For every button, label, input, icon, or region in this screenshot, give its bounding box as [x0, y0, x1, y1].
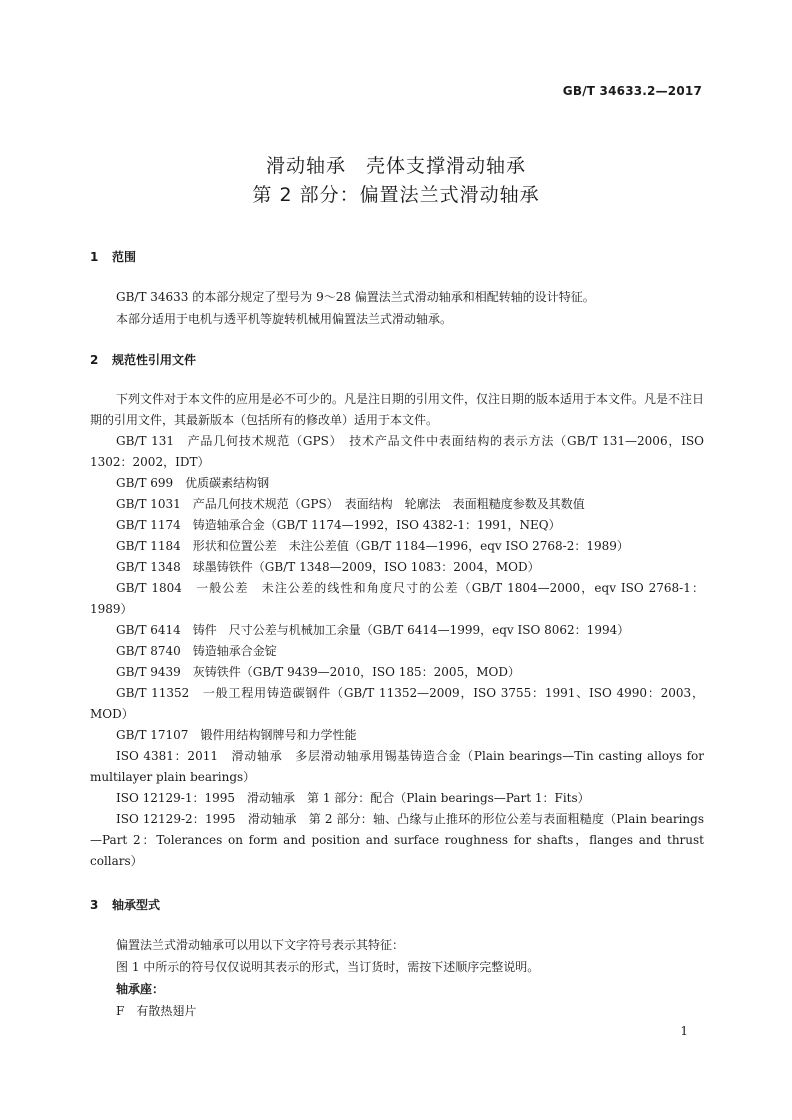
- bearing-housing-subheading: 轴承座：: [116, 982, 165, 996]
- reference-item: ISO 4381：2011 滑动轴承 多层滑动轴承用锡基铸造合金（Plain bearings—Tin casting alloys for multilayer plain bearings）: [90, 749, 704, 784]
- section-title: 范围: [112, 250, 137, 264]
- standard-code: GB/T 34633.2—2017: [562, 84, 702, 98]
- reference-item: GB/T 1031 产品几何技术规范（GPS） 表面结构 轮廓法 表面粗糙度参数及其数值: [116, 497, 585, 511]
- reference-item: GB/T 1348 球墨铸铁件（GB/T 1348—2009，ISO 1083：2004，MOD）: [116, 560, 540, 574]
- section-3-heading: [90, 896, 160, 913]
- bearing-type-text: 图 1 中所示的符号仅仅说明其表示的形式，当订货时，需按下述顺序完整说明。: [116, 960, 540, 974]
- reference-item: GB/T 131 产品几何技术规范（GPS） 技术产品文件中表面结构的表示方法（GB/T 131—2006，ISO 1302：2002，IDT）: [90, 434, 704, 469]
- document-title-line-1: 滑动轴承 壳体支撑滑动轴承: [265, 155, 526, 177]
- document-title-line-2: 第 2 部分：偏置法兰式滑动轴承: [252, 184, 540, 206]
- references-intro: 下列文件对于本文件的应用是必不可少的。凡是注日期的引用文件，仅注日期的版本适用于本文件。凡是不注日期的引用文件，其最新版本（包括所有的修改单）适用于本文件。: [90, 392, 705, 427]
- reference-item: GB/T 17107 锻件用结构钢牌号和力学性能: [116, 728, 357, 742]
- section-title: 规范性引用文件: [112, 353, 197, 367]
- reference-item: GB/T 9439 灰铸铁件（GB/T 9439—2010，ISO 185：2005，MOD）: [116, 665, 520, 679]
- reference-item: GB/T 1804 一般公差 未注公差的线性和角度尺寸的公差（GB/T 1804—2000，eqv ISO 2768-1：1989）: [90, 581, 704, 616]
- reference-item: GB/T 699 优质碳素结构钢: [116, 476, 270, 490]
- scope-paragraph: 本部分适用于电机与透平机等旋转机械用偏置法兰式滑动轴承。: [116, 312, 453, 326]
- reference-item: ISO 12129-1：1995 滑动轴承 第 1 部分：配合（Plain bearings—Part 1：Fits）: [116, 791, 590, 805]
- reference-item: ISO 12129-2：1995 滑动轴承 第 2 部分：轴、凸缘与止推环的形位公差与表面粗糙度（Plain bearings—Part 2：Tolerances on form and position and surface roughness for shafts，flanges and thrust collars）: [90, 812, 704, 868]
- section-number: 3: [90, 898, 99, 912]
- section-number: 2: [90, 353, 99, 367]
- section-1-heading: [90, 248, 136, 265]
- scope-paragraph: GB/T 34633 的本部分规定了型号为 9～28 偏置法兰式滑动轴承和相配转轴的设计特征。: [116, 290, 595, 304]
- bearing-type-text: 偏置法兰式滑动轴承可以用以下文字符号表示其特征：: [116, 938, 405, 952]
- reference-item: GB/T 1174 铸造轴承合金（GB/T 1174—1992，ISO 4382-1：1991，NEQ）: [116, 518, 561, 532]
- reference-item: GB/T 1184 形状和位置公差 未注公差值（GB/T 1184—1996，eqv ISO 2768-2：1989）: [116, 539, 629, 553]
- reference-item: GB/T 11352 一般工程用铸造碳钢件（GB/T 11352—2009，ISO 3755：1991、ISO 4990：2003，MOD）: [90, 686, 704, 721]
- section-number: 1: [90, 250, 99, 264]
- section-2-heading: [90, 351, 196, 368]
- reference-item: GB/T 6414 铸件 尺寸公差与机械加工余量（GB/T 6414—1999，eqv ISO 8062：1994）: [116, 623, 630, 637]
- section-title: 轴承型式: [112, 898, 161, 912]
- page-number: 1: [680, 1024, 688, 1038]
- reference-item: GB/T 8740 铸造轴承合金锭: [116, 644, 277, 658]
- bearing-housing-item: F 有散热翅片: [116, 1004, 197, 1018]
